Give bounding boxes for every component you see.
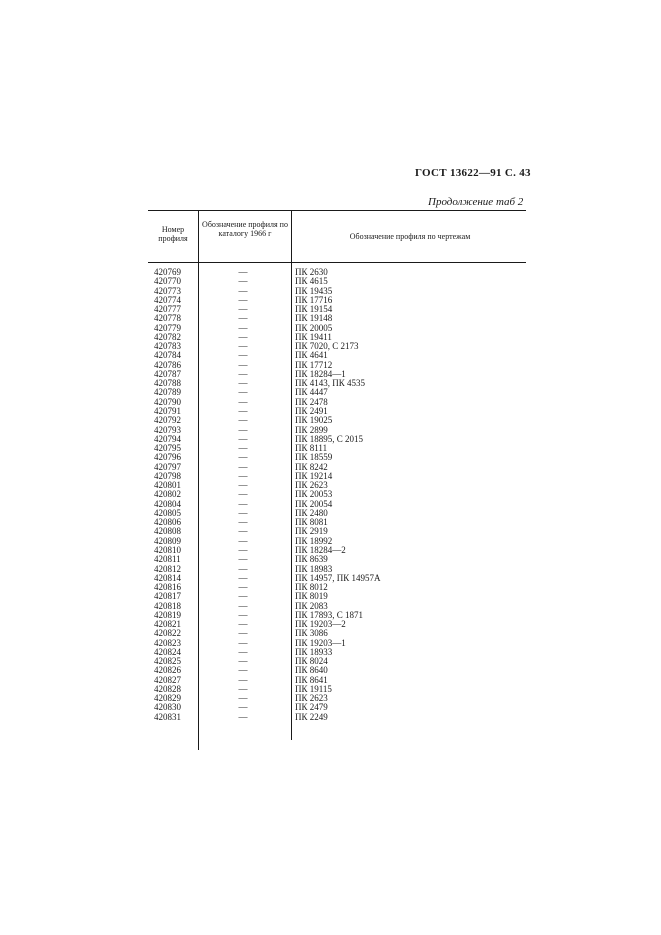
drawing-cell: ПК 2249 — [295, 711, 328, 722]
table-row — [148, 639, 526, 648]
profile-number-cell: 420824 — [154, 646, 181, 657]
table-row — [148, 703, 526, 712]
catalog-cell: — — [238, 526, 248, 537]
profile-number-cell: 420819 — [154, 609, 181, 620]
catalog-cell: — — [238, 304, 248, 315]
column-header-number: Номер профиля — [158, 225, 188, 243]
drawing-cell: ПК 8111 — [295, 443, 328, 454]
table-row — [148, 574, 526, 583]
drawing-cell: ПК 8640 — [295, 665, 328, 676]
drawing-cell: ПК 18983 — [295, 563, 333, 574]
catalog-cell: — — [238, 674, 248, 685]
table-row — [148, 555, 526, 564]
catalog-cell: — — [238, 378, 248, 389]
profile-number-cell: 420784 — [154, 350, 181, 361]
catalog-cell: — — [238, 535, 248, 546]
catalog-cell: — — [238, 656, 248, 667]
catalog-cell: — — [238, 396, 248, 407]
drawing-cell: ПК 4447 — [295, 387, 328, 398]
table-row — [148, 416, 526, 425]
catalog-cell: — — [238, 443, 248, 454]
profile-number-cell: 420791 — [154, 405, 181, 416]
table-body — [148, 268, 526, 722]
profile-number-cell: 420786 — [154, 359, 181, 370]
catalog-cell: — — [238, 563, 248, 574]
drawing-cell: ПК 18933 — [295, 646, 333, 657]
table-row — [148, 314, 526, 323]
catalog-cell: — — [238, 461, 248, 472]
table-row — [148, 351, 526, 360]
profile-number-cell: 420810 — [154, 544, 181, 555]
catalog-cell: — — [238, 294, 248, 305]
profile-number-cell: 420777 — [154, 304, 181, 315]
catalog-cell: — — [238, 267, 248, 277]
drawing-cell: ПК 2491 — [295, 405, 328, 416]
profile-number-cell: 420783 — [154, 341, 181, 352]
drawing-cell: ПК 19411 — [295, 331, 332, 342]
table-row — [148, 435, 526, 444]
drawing-cell: ПК 2630 — [295, 267, 328, 277]
profile-number-cell: 420770 — [154, 276, 181, 287]
catalog-cell: — — [238, 424, 248, 435]
table-row — [148, 592, 526, 601]
table-row — [148, 407, 526, 416]
catalog-cell: — — [238, 387, 248, 398]
profile-number-cell: 420782 — [154, 331, 181, 342]
catalog-cell: — — [238, 285, 248, 296]
catalog-cell: — — [238, 350, 248, 361]
catalog-cell: — — [238, 572, 248, 583]
table-row — [148, 620, 526, 629]
profile-number-cell: 420774 — [154, 294, 181, 305]
catalog-cell: — — [238, 470, 248, 481]
profile-number-cell: 420816 — [154, 582, 181, 593]
table-continuation-label: Продолжение таб 2 — [428, 196, 524, 208]
drawing-cell: ПК 8639 — [295, 554, 328, 565]
profile-number-cell: 420811 — [154, 554, 181, 565]
catalog-cell: — — [238, 359, 248, 370]
table-row — [148, 509, 526, 518]
catalog-cell: — — [238, 693, 248, 704]
catalog-cell: — — [238, 554, 248, 565]
catalog-cell: — — [238, 683, 248, 694]
catalog-cell: — — [238, 433, 248, 444]
table-row — [148, 676, 526, 685]
catalog-cell: — — [238, 637, 248, 648]
table-row — [148, 583, 526, 592]
profile-number-cell: 420788 — [154, 378, 181, 389]
profile-number-cell: 420790 — [154, 396, 181, 407]
catalog-cell: — — [238, 619, 248, 630]
profile-number-cell: 420792 — [154, 415, 181, 426]
profile-number-cell: 420787 — [154, 368, 181, 379]
drawing-cell: ПК 19154 — [295, 304, 333, 315]
drawing-cell: ПК 7020, С 2173 — [295, 341, 359, 352]
catalog-cell: — — [238, 702, 248, 713]
drawing-cell: ПК 18284—2 — [295, 544, 346, 555]
profile-number-cell: 420814 — [154, 572, 181, 583]
drawing-cell: ПК 2623 — [295, 480, 328, 491]
catalog-cell: — — [238, 341, 248, 352]
profile-number-cell: 420769 — [154, 267, 181, 277]
drawing-cell: ПК 8012 — [295, 582, 328, 593]
catalog-cell: — — [238, 646, 248, 657]
profile-number-cell: 420821 — [154, 619, 181, 630]
catalog-cell: — — [238, 628, 248, 639]
profile-number-cell: 420797 — [154, 461, 181, 472]
profile-number-cell: 420793 — [154, 424, 181, 435]
drawing-cell: ПК 18284—1 — [295, 368, 346, 379]
table-row — [148, 518, 526, 527]
profile-number-cell: 420804 — [154, 498, 181, 509]
table-top-rule — [148, 210, 526, 211]
table-row — [148, 685, 526, 694]
profile-number-cell: 420829 — [154, 693, 181, 704]
profile-number-cell: 420822 — [154, 628, 181, 639]
table-row — [148, 666, 526, 675]
catalog-cell: — — [238, 405, 248, 416]
catalog-cell: — — [238, 609, 248, 620]
profile-number-cell: 420802 — [154, 489, 181, 500]
profile-number-cell: 420825 — [154, 656, 181, 667]
table-row — [148, 453, 526, 462]
catalog-cell: — — [238, 368, 248, 379]
drawing-cell: ПК 17893, С 1871 — [295, 609, 364, 620]
profile-number-cell: 420830 — [154, 702, 181, 713]
drawing-cell: ПК 19203—1 — [295, 637, 346, 648]
table-row — [148, 527, 526, 536]
catalog-cell: — — [238, 591, 248, 602]
profile-number-cell: 420798 — [154, 470, 181, 481]
drawing-cell: ПК 14957, ПК 14957А — [295, 572, 381, 583]
profile-number-cell: 420801 — [154, 480, 181, 491]
drawing-cell: ПК 20005 — [295, 322, 333, 333]
profile-table — [148, 210, 526, 750]
catalog-cell: — — [238, 480, 248, 491]
table-row — [148, 472, 526, 481]
drawing-cell: ПК 8081 — [295, 517, 328, 528]
catalog-cell: — — [238, 276, 248, 287]
profile-number-cell: 420817 — [154, 591, 181, 602]
column-header-catalog: Обозначение профиля по каталогу 1966 г — [202, 220, 288, 238]
table-row — [148, 324, 526, 333]
drawing-cell: ПК 2919 — [295, 526, 328, 537]
drawing-cell: ПК 2083 — [295, 600, 328, 611]
table-row — [148, 388, 526, 397]
profile-number-cell: 420812 — [154, 563, 181, 574]
drawing-cell: ПК 2479 — [295, 702, 328, 713]
drawing-cell: ПК 8024 — [295, 656, 328, 667]
drawing-cell: ПК 2899 — [295, 424, 328, 435]
table-row — [148, 268, 526, 277]
drawing-cell: ПК 3086 — [295, 628, 328, 639]
table-header-rule — [148, 262, 526, 263]
table-row — [148, 287, 526, 296]
drawing-cell: ПК 18992 — [295, 535, 333, 546]
profile-number-cell: 420818 — [154, 600, 181, 611]
profile-number-cell: 420773 — [154, 285, 181, 296]
drawing-cell: ПК 19214 — [295, 470, 333, 481]
catalog-cell: — — [238, 544, 248, 555]
drawing-cell: ПК 8641 — [295, 674, 328, 685]
catalog-cell: — — [238, 582, 248, 593]
catalog-cell: — — [238, 507, 248, 518]
table-row — [148, 305, 526, 314]
profile-number-cell: 420789 — [154, 387, 181, 398]
catalog-cell: — — [238, 331, 248, 342]
catalog-cell: — — [238, 489, 248, 500]
catalog-cell: — — [238, 313, 248, 324]
table-row — [148, 500, 526, 509]
profile-number-cell: 420828 — [154, 683, 181, 694]
drawing-cell: ПК 17712 — [295, 359, 333, 370]
profile-number-cell: 420778 — [154, 313, 181, 324]
table-row — [148, 694, 526, 703]
catalog-cell: — — [238, 711, 248, 722]
table-row — [148, 342, 526, 351]
drawing-cell: ПК 19148 — [295, 313, 333, 324]
drawing-cell: ПК 4615 — [295, 276, 328, 287]
table-row — [148, 546, 526, 555]
profile-number-cell: 420823 — [154, 637, 181, 648]
table-row — [148, 379, 526, 388]
catalog-cell: — — [238, 452, 248, 463]
page-header-gost: ГОСТ 13622—91 С. 43 — [415, 167, 531, 179]
table-row — [148, 444, 526, 453]
profile-number-cell: 420794 — [154, 433, 181, 444]
profile-number-cell: 420831 — [154, 711, 181, 722]
drawing-cell: ПК 19025 — [295, 415, 333, 426]
drawing-cell: ПК 19435 — [295, 285, 333, 296]
table-row — [148, 490, 526, 499]
drawing-cell: ПК 8019 — [295, 591, 328, 602]
table-row — [148, 277, 526, 286]
drawing-cell: ПК 2623 — [295, 693, 328, 704]
drawing-cell: ПК 17716 — [295, 294, 333, 305]
profile-number-cell: 420809 — [154, 535, 181, 546]
profile-number-cell: 420779 — [154, 322, 181, 333]
drawing-cell: ПК 20053 — [295, 489, 333, 500]
drawing-cell: ПК 4641 — [295, 350, 328, 361]
table-row — [148, 398, 526, 407]
drawing-cell: ПК 18559 — [295, 452, 333, 463]
drawing-cell: ПК 18895, С 2015 — [295, 433, 364, 444]
drawing-cell: ПК 20054 — [295, 498, 333, 509]
drawing-cell: ПК 2480 — [295, 507, 328, 518]
profile-number-cell: 420805 — [154, 507, 181, 518]
table-row — [148, 463, 526, 472]
profile-number-cell: 420806 — [154, 517, 181, 528]
drawing-cell: ПК 19115 — [295, 683, 332, 694]
drawing-cell: ПК 19203—2 — [295, 619, 346, 630]
catalog-cell: — — [238, 665, 248, 676]
catalog-cell: — — [238, 498, 248, 509]
profile-number-cell: 420796 — [154, 452, 181, 463]
catalog-cell: — — [238, 415, 248, 426]
catalog-cell: — — [238, 600, 248, 611]
catalog-cell: — — [238, 322, 248, 333]
column-header-drawing: Обозначение профиля по чертежам — [349, 232, 471, 241]
profile-number-cell: 420808 — [154, 526, 181, 537]
table-row — [148, 481, 526, 490]
drawing-cell: ПК 2478 — [295, 396, 328, 407]
drawing-cell: ПК 4143, ПК 4535 — [295, 378, 366, 389]
catalog-cell: — — [238, 517, 248, 528]
table-row — [148, 713, 526, 722]
profile-number-cell: 420795 — [154, 443, 181, 454]
profile-number-cell: 420827 — [154, 674, 181, 685]
table-row — [148, 657, 526, 666]
profile-number-cell: 420826 — [154, 665, 181, 676]
table-row — [148, 648, 526, 657]
table-row — [148, 296, 526, 305]
drawing-cell: ПК 8242 — [295, 461, 328, 472]
